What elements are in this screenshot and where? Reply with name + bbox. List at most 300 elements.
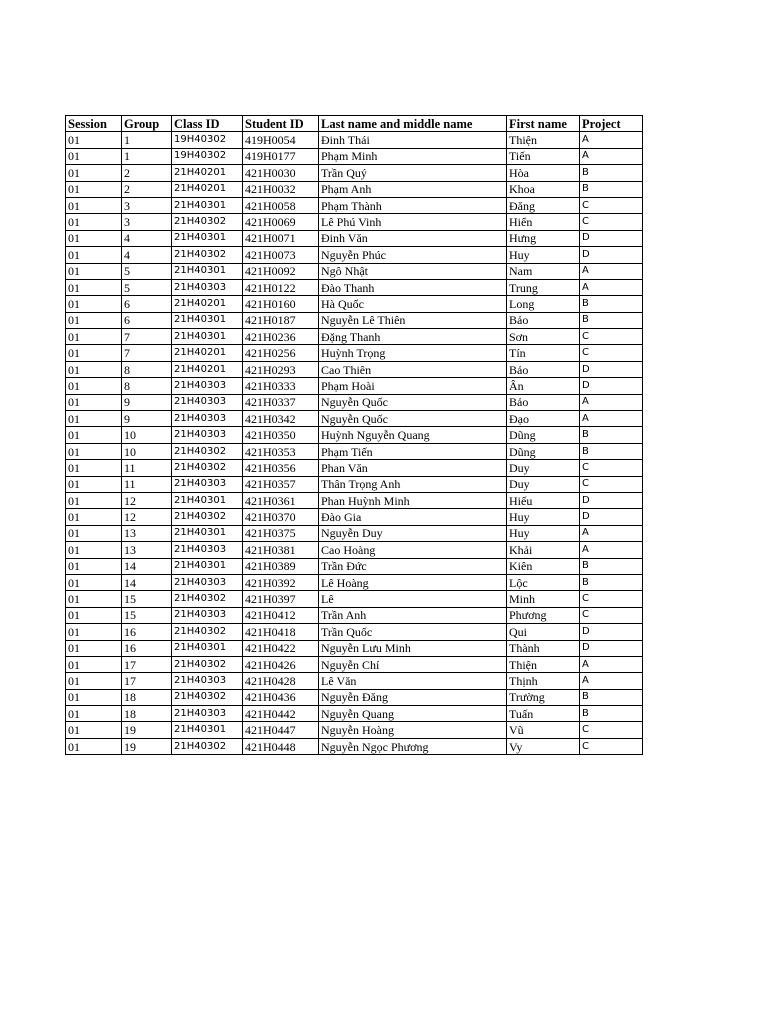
last-middle-name-cell: Trần Quốc	[319, 624, 507, 640]
student-id-cell: 421H0356	[243, 460, 319, 476]
first-name-cell: Tiến	[507, 148, 580, 164]
project-cell: A	[580, 394, 643, 410]
last-middle-name-cell: Nguyễn Lê Thiên	[319, 312, 507, 328]
session-cell: 01	[66, 165, 122, 181]
student-id-cell: 421H0436	[243, 689, 319, 705]
first-name-cell: Vũ	[507, 722, 580, 738]
table-row	[66, 476, 643, 492]
first-name-cell: Tuấn	[507, 706, 580, 722]
table-row	[66, 312, 643, 328]
session-cell: 01	[66, 591, 122, 607]
student-id-cell: 421H0353	[243, 443, 319, 459]
student-id-cell: 421H0160	[243, 296, 319, 312]
header-project: Project	[580, 116, 643, 132]
table-row	[66, 558, 643, 574]
first-name-cell: Khoa	[507, 181, 580, 197]
first-name-cell: Hiếu	[507, 492, 580, 508]
group-cell: 15	[122, 607, 172, 623]
last-middle-name-cell: Nguyễn Đăng	[319, 689, 507, 705]
project-cell: B	[580, 443, 643, 459]
project-cell: A	[580, 673, 643, 689]
student-id-cell: 421H0357	[243, 476, 319, 492]
last-middle-name-cell: Nguyễn Duy	[319, 525, 507, 541]
last-middle-name-cell: Đào Gia	[319, 509, 507, 525]
last-middle-name-cell: Nguyễn Hoàng	[319, 722, 507, 738]
table-row	[66, 738, 643, 754]
last-middle-name-cell: Trần Anh	[319, 607, 507, 623]
student-id-cell: 421H0448	[243, 738, 319, 754]
project-cell: D	[580, 230, 643, 246]
student-id-cell: 421H0069	[243, 214, 319, 230]
table-row	[66, 132, 643, 148]
header-class-id: Class ID	[172, 116, 243, 132]
project-cell: C	[580, 607, 643, 623]
last-middle-name-cell: Lê Phú Vinh	[319, 214, 507, 230]
session-cell: 01	[66, 427, 122, 443]
session-cell: 01	[66, 443, 122, 459]
session-cell: 01	[66, 492, 122, 508]
student-id-cell: 421H0122	[243, 279, 319, 295]
last-middle-name-cell: Cao Hoàng	[319, 542, 507, 558]
session-cell: 01	[66, 296, 122, 312]
group-cell: 15	[122, 591, 172, 607]
table-row	[66, 197, 643, 213]
student-id-cell: 421H0256	[243, 345, 319, 361]
last-middle-name-cell: Phạm Hoài	[319, 378, 507, 394]
table-row	[66, 345, 643, 361]
last-middle-name-cell: Lê	[319, 591, 507, 607]
student-id-cell: 421H0397	[243, 591, 319, 607]
first-name-cell: Dũng	[507, 427, 580, 443]
group-cell: 1	[122, 132, 172, 148]
last-middle-name-cell: Đào Thanh	[319, 279, 507, 295]
group-cell: 14	[122, 574, 172, 590]
table-row	[66, 591, 643, 607]
group-cell: 4	[122, 247, 172, 263]
table-row	[66, 296, 643, 312]
class-id-cell: 21H40303	[172, 706, 243, 722]
session-cell: 01	[66, 361, 122, 377]
project-cell: A	[580, 542, 643, 558]
session-cell: 01	[66, 689, 122, 705]
project-cell: D	[580, 361, 643, 377]
table-row	[66, 525, 643, 541]
student-id-cell: 421H0392	[243, 574, 319, 590]
group-cell: 10	[122, 443, 172, 459]
project-cell: C	[580, 329, 643, 345]
student-id-cell: 421H0381	[243, 542, 319, 558]
student-id-cell: 421H0370	[243, 509, 319, 525]
session-cell: 01	[66, 460, 122, 476]
student-id-cell: 419H0054	[243, 132, 319, 148]
group-cell: 12	[122, 492, 172, 508]
table-row	[66, 329, 643, 345]
table-row	[66, 607, 643, 623]
class-id-cell: 21H40301	[172, 329, 243, 345]
group-cell: 9	[122, 394, 172, 410]
student-id-cell: 421H0030	[243, 165, 319, 181]
class-id-cell: 21H40201	[172, 345, 243, 361]
session-cell: 01	[66, 230, 122, 246]
class-id-cell: 21H40302	[172, 214, 243, 230]
table-header-row	[66, 116, 643, 132]
project-cell: B	[580, 165, 643, 181]
student-id-cell: 421H0375	[243, 525, 319, 541]
group-cell: 9	[122, 411, 172, 427]
class-id-cell: 19H40302	[172, 148, 243, 164]
group-cell: 12	[122, 509, 172, 525]
class-id-cell: 21H40201	[172, 296, 243, 312]
group-cell: 18	[122, 706, 172, 722]
class-id-cell: 21H40303	[172, 279, 243, 295]
first-name-cell: Hiển	[507, 214, 580, 230]
first-name-cell: Nam	[507, 263, 580, 279]
project-cell: C	[580, 738, 643, 754]
session-cell: 01	[66, 312, 122, 328]
student-id-cell: 421H0389	[243, 558, 319, 574]
header-last-middle-name: Last name and middle name	[319, 116, 507, 132]
class-id-cell: 21H40201	[172, 181, 243, 197]
project-cell: B	[580, 312, 643, 328]
session-cell: 01	[66, 132, 122, 148]
first-name-cell: Duy	[507, 460, 580, 476]
student-id-cell: 421H0337	[243, 394, 319, 410]
last-middle-name-cell: Trần Quý	[319, 165, 507, 181]
class-id-cell: 21H40302	[172, 656, 243, 672]
class-id-cell: 21H40303	[172, 673, 243, 689]
class-id-cell: 21H40303	[172, 476, 243, 492]
group-cell: 6	[122, 296, 172, 312]
student-id-cell: 421H0361	[243, 492, 319, 508]
table-row	[66, 181, 643, 197]
session-cell: 01	[66, 394, 122, 410]
student-id-cell: 421H0350	[243, 427, 319, 443]
header-group: Group	[122, 116, 172, 132]
group-cell: 13	[122, 525, 172, 541]
session-cell: 01	[66, 673, 122, 689]
group-cell: 16	[122, 640, 172, 656]
first-name-cell: Sơn	[507, 329, 580, 345]
student-id-cell: 421H0442	[243, 706, 319, 722]
last-middle-name-cell: Phan Văn	[319, 460, 507, 476]
last-middle-name-cell: Phạm Thành	[319, 197, 507, 213]
project-cell: C	[580, 345, 643, 361]
last-middle-name-cell: Đinh Thái	[319, 132, 507, 148]
table-row	[66, 640, 643, 656]
class-id-cell: 21H40302	[172, 443, 243, 459]
last-middle-name-cell: Đinh Văn	[319, 230, 507, 246]
project-cell: B	[580, 181, 643, 197]
first-name-cell: Thành	[507, 640, 580, 656]
first-name-cell: Bảo	[507, 361, 580, 377]
project-cell: B	[580, 706, 643, 722]
session-cell: 01	[66, 197, 122, 213]
first-name-cell: Phương	[507, 607, 580, 623]
table-row	[66, 279, 643, 295]
last-middle-name-cell: Đặng Thanh	[319, 329, 507, 345]
group-cell: 17	[122, 673, 172, 689]
first-name-cell: Huy	[507, 525, 580, 541]
project-cell: B	[580, 296, 643, 312]
first-name-cell: Đăng	[507, 197, 580, 213]
session-cell: 01	[66, 640, 122, 656]
session-cell: 01	[66, 279, 122, 295]
project-cell: B	[580, 427, 643, 443]
group-cell: 16	[122, 624, 172, 640]
class-id-cell: 21H40302	[172, 247, 243, 263]
student-id-cell: 421H0333	[243, 378, 319, 394]
table-body	[66, 132, 643, 755]
first-name-cell: Đạo	[507, 411, 580, 427]
last-middle-name-cell: Nguyễn Quang	[319, 706, 507, 722]
class-id-cell: 21H40303	[172, 607, 243, 623]
table-row	[66, 443, 643, 459]
class-id-cell: 19H40302	[172, 132, 243, 148]
project-cell: C	[580, 591, 643, 607]
student-id-cell: 421H0236	[243, 329, 319, 345]
project-cell: D	[580, 640, 643, 656]
session-cell: 01	[66, 148, 122, 164]
table-row	[66, 656, 643, 672]
session-cell: 01	[66, 607, 122, 623]
class-id-cell: 21H40302	[172, 460, 243, 476]
project-cell: B	[580, 558, 643, 574]
class-id-cell: 21H40201	[172, 361, 243, 377]
group-cell: 2	[122, 165, 172, 181]
first-name-cell: Huy	[507, 509, 580, 525]
session-cell: 01	[66, 656, 122, 672]
group-cell: 3	[122, 197, 172, 213]
group-cell: 5	[122, 263, 172, 279]
last-middle-name-cell: Cao Thiên	[319, 361, 507, 377]
student-id-cell: 421H0071	[243, 230, 319, 246]
session-cell: 01	[66, 214, 122, 230]
group-cell: 4	[122, 230, 172, 246]
first-name-cell: Long	[507, 296, 580, 312]
student-id-cell: 421H0058	[243, 197, 319, 213]
header-student-id: Student ID	[243, 116, 319, 132]
project-cell: A	[580, 411, 643, 427]
last-middle-name-cell: Phan Huỳnh Minh	[319, 492, 507, 508]
student-id-cell: 421H0412	[243, 607, 319, 623]
table-row	[66, 574, 643, 590]
last-middle-name-cell: Phạm Tiến	[319, 443, 507, 459]
session-cell: 01	[66, 558, 122, 574]
first-name-cell: Dũng	[507, 443, 580, 459]
class-id-cell: 21H40302	[172, 591, 243, 607]
table-row	[66, 689, 643, 705]
group-cell: 18	[122, 689, 172, 705]
student-roster-table	[65, 115, 643, 755]
project-cell: A	[580, 525, 643, 541]
table-row	[66, 148, 643, 164]
first-name-cell: Kiên	[507, 558, 580, 574]
session-cell: 01	[66, 738, 122, 754]
last-middle-name-cell: Trần Đức	[319, 558, 507, 574]
table-row	[66, 460, 643, 476]
group-cell: 13	[122, 542, 172, 558]
last-middle-name-cell: Phạm Anh	[319, 181, 507, 197]
class-id-cell: 21H40301	[172, 492, 243, 508]
first-name-cell: Lộc	[507, 574, 580, 590]
session-cell: 01	[66, 247, 122, 263]
student-id-cell: 421H0032	[243, 181, 319, 197]
project-cell: D	[580, 247, 643, 263]
first-name-cell: Thiện	[507, 656, 580, 672]
project-cell: A	[580, 656, 643, 672]
project-cell: A	[580, 263, 643, 279]
project-cell: D	[580, 509, 643, 525]
session-cell: 01	[66, 378, 122, 394]
student-id-cell: 421H0293	[243, 361, 319, 377]
first-name-cell: Vy	[507, 738, 580, 754]
class-id-cell: 21H40303	[172, 542, 243, 558]
last-middle-name-cell: Nguyễn Quốc	[319, 411, 507, 427]
table-row	[66, 509, 643, 525]
class-id-cell: 21H40301	[172, 230, 243, 246]
group-cell: 19	[122, 738, 172, 754]
header-session: Session	[66, 116, 122, 132]
first-name-cell: Thịnh	[507, 673, 580, 689]
student-id-cell: 421H0426	[243, 656, 319, 672]
class-id-cell: 21H40303	[172, 574, 243, 590]
first-name-cell: Minh	[507, 591, 580, 607]
first-name-cell: Bảo	[507, 394, 580, 410]
class-id-cell: 21H40301	[172, 197, 243, 213]
table-row	[66, 394, 643, 410]
table-row	[66, 378, 643, 394]
student-id-cell: 421H0187	[243, 312, 319, 328]
group-cell: 6	[122, 312, 172, 328]
session-cell: 01	[66, 525, 122, 541]
group-cell: 2	[122, 181, 172, 197]
project-cell: A	[580, 148, 643, 164]
table-row	[66, 706, 643, 722]
project-cell: D	[580, 492, 643, 508]
project-cell: A	[580, 279, 643, 295]
table-row	[66, 542, 643, 558]
last-middle-name-cell: Huỳnh Trọng	[319, 345, 507, 361]
project-cell: C	[580, 214, 643, 230]
table-row	[66, 247, 643, 263]
session-cell: 01	[66, 263, 122, 279]
group-cell: 17	[122, 656, 172, 672]
student-id-cell: 421H0073	[243, 247, 319, 263]
table-row	[66, 263, 643, 279]
session-cell: 01	[66, 411, 122, 427]
project-cell: B	[580, 574, 643, 590]
student-id-cell: 421H0422	[243, 640, 319, 656]
project-cell: C	[580, 476, 643, 492]
student-id-cell: 419H0177	[243, 148, 319, 164]
student-id-cell: 421H0092	[243, 263, 319, 279]
group-cell: 11	[122, 460, 172, 476]
class-id-cell: 21H40302	[172, 509, 243, 525]
session-cell: 01	[66, 624, 122, 640]
project-cell: C	[580, 460, 643, 476]
group-cell: 8	[122, 378, 172, 394]
table-row	[66, 361, 643, 377]
group-cell: 5	[122, 279, 172, 295]
group-cell: 3	[122, 214, 172, 230]
table-row	[66, 673, 643, 689]
session-cell: 01	[66, 574, 122, 590]
project-cell: C	[580, 197, 643, 213]
session-cell: 01	[66, 181, 122, 197]
class-id-cell: 21H40201	[172, 165, 243, 181]
first-name-cell: Thiện	[507, 132, 580, 148]
class-id-cell: 21H40302	[172, 738, 243, 754]
class-id-cell: 21H40301	[172, 558, 243, 574]
first-name-cell: Huy	[507, 247, 580, 263]
group-cell: 1	[122, 148, 172, 164]
session-cell: 01	[66, 509, 122, 525]
student-id-cell: 421H0428	[243, 673, 319, 689]
table-row	[66, 492, 643, 508]
first-name-cell: Tín	[507, 345, 580, 361]
first-name-cell: Hòa	[507, 165, 580, 181]
student-id-cell: 421H0418	[243, 624, 319, 640]
session-cell: 01	[66, 722, 122, 738]
first-name-cell: Khải	[507, 542, 580, 558]
session-cell: 01	[66, 345, 122, 361]
last-middle-name-cell: Nguyễn Quốc	[319, 394, 507, 410]
last-middle-name-cell: Nguyễn Phúc	[319, 247, 507, 263]
class-id-cell: 21H40301	[172, 312, 243, 328]
table-row	[66, 214, 643, 230]
class-id-cell: 21H40303	[172, 427, 243, 443]
last-middle-name-cell: Ngô Nhật	[319, 263, 507, 279]
first-name-cell: Trường	[507, 689, 580, 705]
student-id-cell: 421H0447	[243, 722, 319, 738]
project-cell: C	[580, 722, 643, 738]
session-cell: 01	[66, 476, 122, 492]
table-row	[66, 624, 643, 640]
first-name-cell: Qui	[507, 624, 580, 640]
class-id-cell: 21H40303	[172, 411, 243, 427]
last-middle-name-cell: Nguyễn Chí	[319, 656, 507, 672]
group-cell: 8	[122, 361, 172, 377]
first-name-cell: Trung	[507, 279, 580, 295]
table-row	[66, 165, 643, 181]
class-id-cell: 21H40302	[172, 624, 243, 640]
class-id-cell: 21H40301	[172, 525, 243, 541]
project-cell: D	[580, 378, 643, 394]
project-cell: B	[580, 689, 643, 705]
class-id-cell: 21H40301	[172, 722, 243, 738]
last-middle-name-cell: Nguyễn Ngọc Phương	[319, 738, 507, 754]
class-id-cell: 21H40301	[172, 263, 243, 279]
last-middle-name-cell: Thân Trọng Anh	[319, 476, 507, 492]
table-row	[66, 411, 643, 427]
session-cell: 01	[66, 706, 122, 722]
session-cell: 01	[66, 542, 122, 558]
last-middle-name-cell: Phạm Minh	[319, 148, 507, 164]
first-name-cell: Ân	[507, 378, 580, 394]
class-id-cell: 21H40303	[172, 378, 243, 394]
group-cell: 14	[122, 558, 172, 574]
group-cell: 7	[122, 345, 172, 361]
class-id-cell: 21H40302	[172, 689, 243, 705]
table-row	[66, 230, 643, 246]
group-cell: 11	[122, 476, 172, 492]
header-first-name: First name	[507, 116, 580, 132]
first-name-cell: Bảo	[507, 312, 580, 328]
first-name-cell: Duy	[507, 476, 580, 492]
class-id-cell: 21H40303	[172, 394, 243, 410]
last-middle-name-cell: Lê Văn	[319, 673, 507, 689]
group-cell: 10	[122, 427, 172, 443]
